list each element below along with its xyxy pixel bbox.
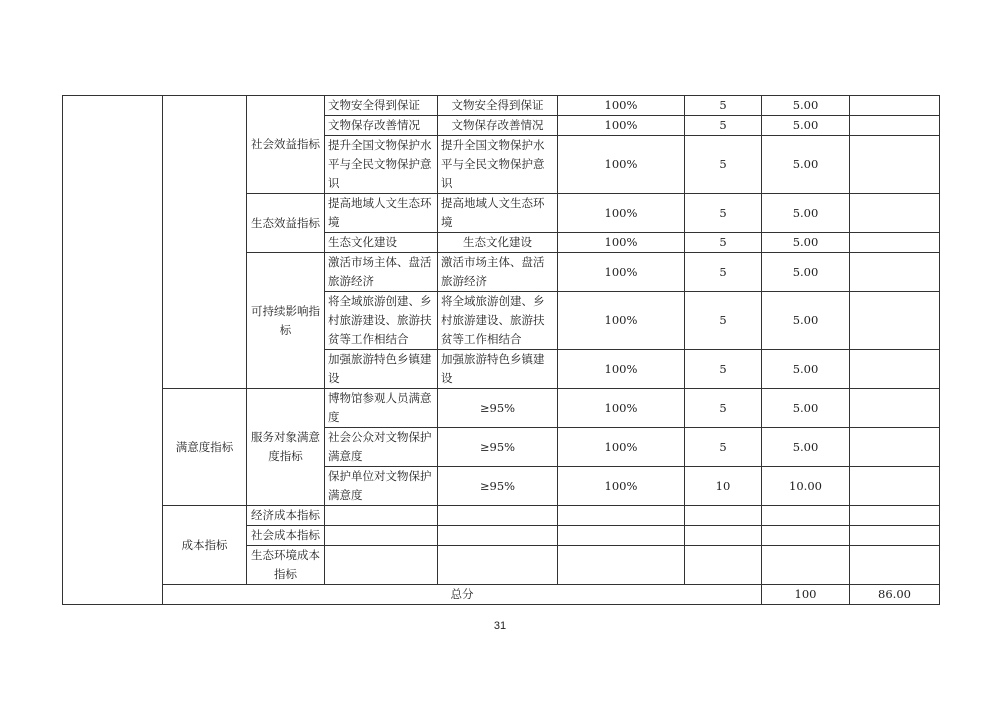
actual-cell: 100% <box>558 194 685 233</box>
table-row <box>63 389 940 428</box>
weight-cell: 5 <box>685 233 762 253</box>
group-ecology-cell: 生态效益指标 <box>247 194 325 253</box>
weight-cell: 5 <box>685 292 762 350</box>
note-cell <box>850 96 940 116</box>
weight-cell: 5 <box>685 116 762 136</box>
weight-cell: 5 <box>685 350 762 389</box>
target-cell: ≥95% <box>438 428 558 467</box>
note-cell <box>850 136 940 194</box>
target-cell: 激活市场主体、盘活旅游经济 <box>438 253 558 292</box>
actual-cell: 100% <box>558 136 685 194</box>
indicator-cell: 提高地域人文生态环境 <box>325 194 438 233</box>
weight-cell: 5 <box>685 136 762 194</box>
target-cell: ≥95% <box>438 467 558 506</box>
weight-cell: 5 <box>685 389 762 428</box>
performance-table <box>62 95 940 605</box>
target-cell: 提高地域人文生态环境 <box>438 194 558 233</box>
score-cell: 5.00 <box>762 292 850 350</box>
indicator-cell: 博物馆参观人员满意度 <box>325 389 438 428</box>
score-cell: 5.00 <box>762 96 850 116</box>
indicator-cell: 文物保存改善情况 <box>325 116 438 136</box>
actual-cell: 100% <box>558 116 685 136</box>
actual-cell: 100% <box>558 467 685 506</box>
cost-indicator-cell: 社会成本指标 <box>247 526 325 546</box>
indicator-cell: 保护单位对文物保护满意度 <box>325 467 438 506</box>
score-cell: 5.00 <box>762 253 850 292</box>
group-satisfaction-cell: 满意度指标 <box>163 389 247 506</box>
indicator-cell: 文物安全得到保证 <box>325 96 438 116</box>
note-cell <box>850 428 940 467</box>
note-cell <box>850 292 940 350</box>
note-cell <box>850 194 940 233</box>
target-cell: 提升全国文物保护水平与全民文物保护意识 <box>438 136 558 194</box>
score-cell: 5.00 <box>762 116 850 136</box>
indicator-cell: 社会公众对文物保护满意度 <box>325 428 438 467</box>
note-cell <box>850 350 940 389</box>
group-service-satisfaction-cell: 服务对象满意度指标 <box>247 389 325 506</box>
actual-cell: 100% <box>558 96 685 116</box>
total-label-cell: 总分 <box>163 585 762 605</box>
cost-indicator-cell: 经济成本指标 <box>247 506 325 526</box>
target-cell: 生态文化建设 <box>438 233 558 253</box>
target-cell: 文物保存改善情况 <box>438 116 558 136</box>
weight-cell: 5 <box>685 253 762 292</box>
level1-blank-cell <box>63 96 163 605</box>
score-cell: 5.00 <box>762 136 850 194</box>
note-cell <box>850 253 940 292</box>
target-cell: 将全域旅游创建、乡村旅游建设、旅游扶贫等工作相结合 <box>438 292 558 350</box>
target-cell: 加强旅游特色乡镇建设 <box>438 350 558 389</box>
indicator-cell: 生态文化建设 <box>325 233 438 253</box>
indicator-cell: 将全域旅游创建、乡村旅游建设、旅游扶贫等工作相结合 <box>325 292 438 350</box>
note-cell <box>850 233 940 253</box>
total-score-cell: 86.00 <box>850 585 940 605</box>
actual-cell: 100% <box>558 350 685 389</box>
target-cell: ≥95% <box>438 389 558 428</box>
level2-blank-cell <box>163 96 247 389</box>
score-cell: 5.00 <box>762 233 850 253</box>
score-cell: 5.00 <box>762 389 850 428</box>
indicator-cell: 提升全国文物保护水平与全民文物保护意识 <box>325 136 438 194</box>
total-row <box>63 585 940 605</box>
target-cell: 文物安全得到保证 <box>438 96 558 116</box>
score-cell: 5.00 <box>762 194 850 233</box>
actual-cell: 100% <box>558 253 685 292</box>
group-social-cell: 社会效益指标 <box>247 96 325 194</box>
weight-cell: 5 <box>685 194 762 233</box>
group-cost-cell: 成本指标 <box>163 506 247 585</box>
indicator-cell: 激活市场主体、盘活旅游经济 <box>325 253 438 292</box>
score-cell: 5.00 <box>762 350 850 389</box>
indicator-cell: 加强旅游特色乡镇建设 <box>325 350 438 389</box>
actual-cell: 100% <box>558 428 685 467</box>
note-cell <box>850 389 940 428</box>
table-row <box>63 506 940 526</box>
weight-cell: 10 <box>685 467 762 506</box>
table-row <box>63 96 940 116</box>
weight-cell: 5 <box>685 428 762 467</box>
total-weight-cell: 100 <box>762 585 850 605</box>
page-number: 31 <box>493 620 507 632</box>
actual-cell: 100% <box>558 389 685 428</box>
actual-cell: 100% <box>558 233 685 253</box>
group-sustain-cell: 可持续影响指标 <box>247 253 325 389</box>
weight-cell: 5 <box>685 96 762 116</box>
note-cell <box>850 116 940 136</box>
score-cell: 5.00 <box>762 428 850 467</box>
cost-indicator-cell: 生态环境成本指标 <box>247 546 325 585</box>
score-cell: 10.00 <box>762 467 850 506</box>
note-cell <box>850 467 940 506</box>
actual-cell: 100% <box>558 292 685 350</box>
